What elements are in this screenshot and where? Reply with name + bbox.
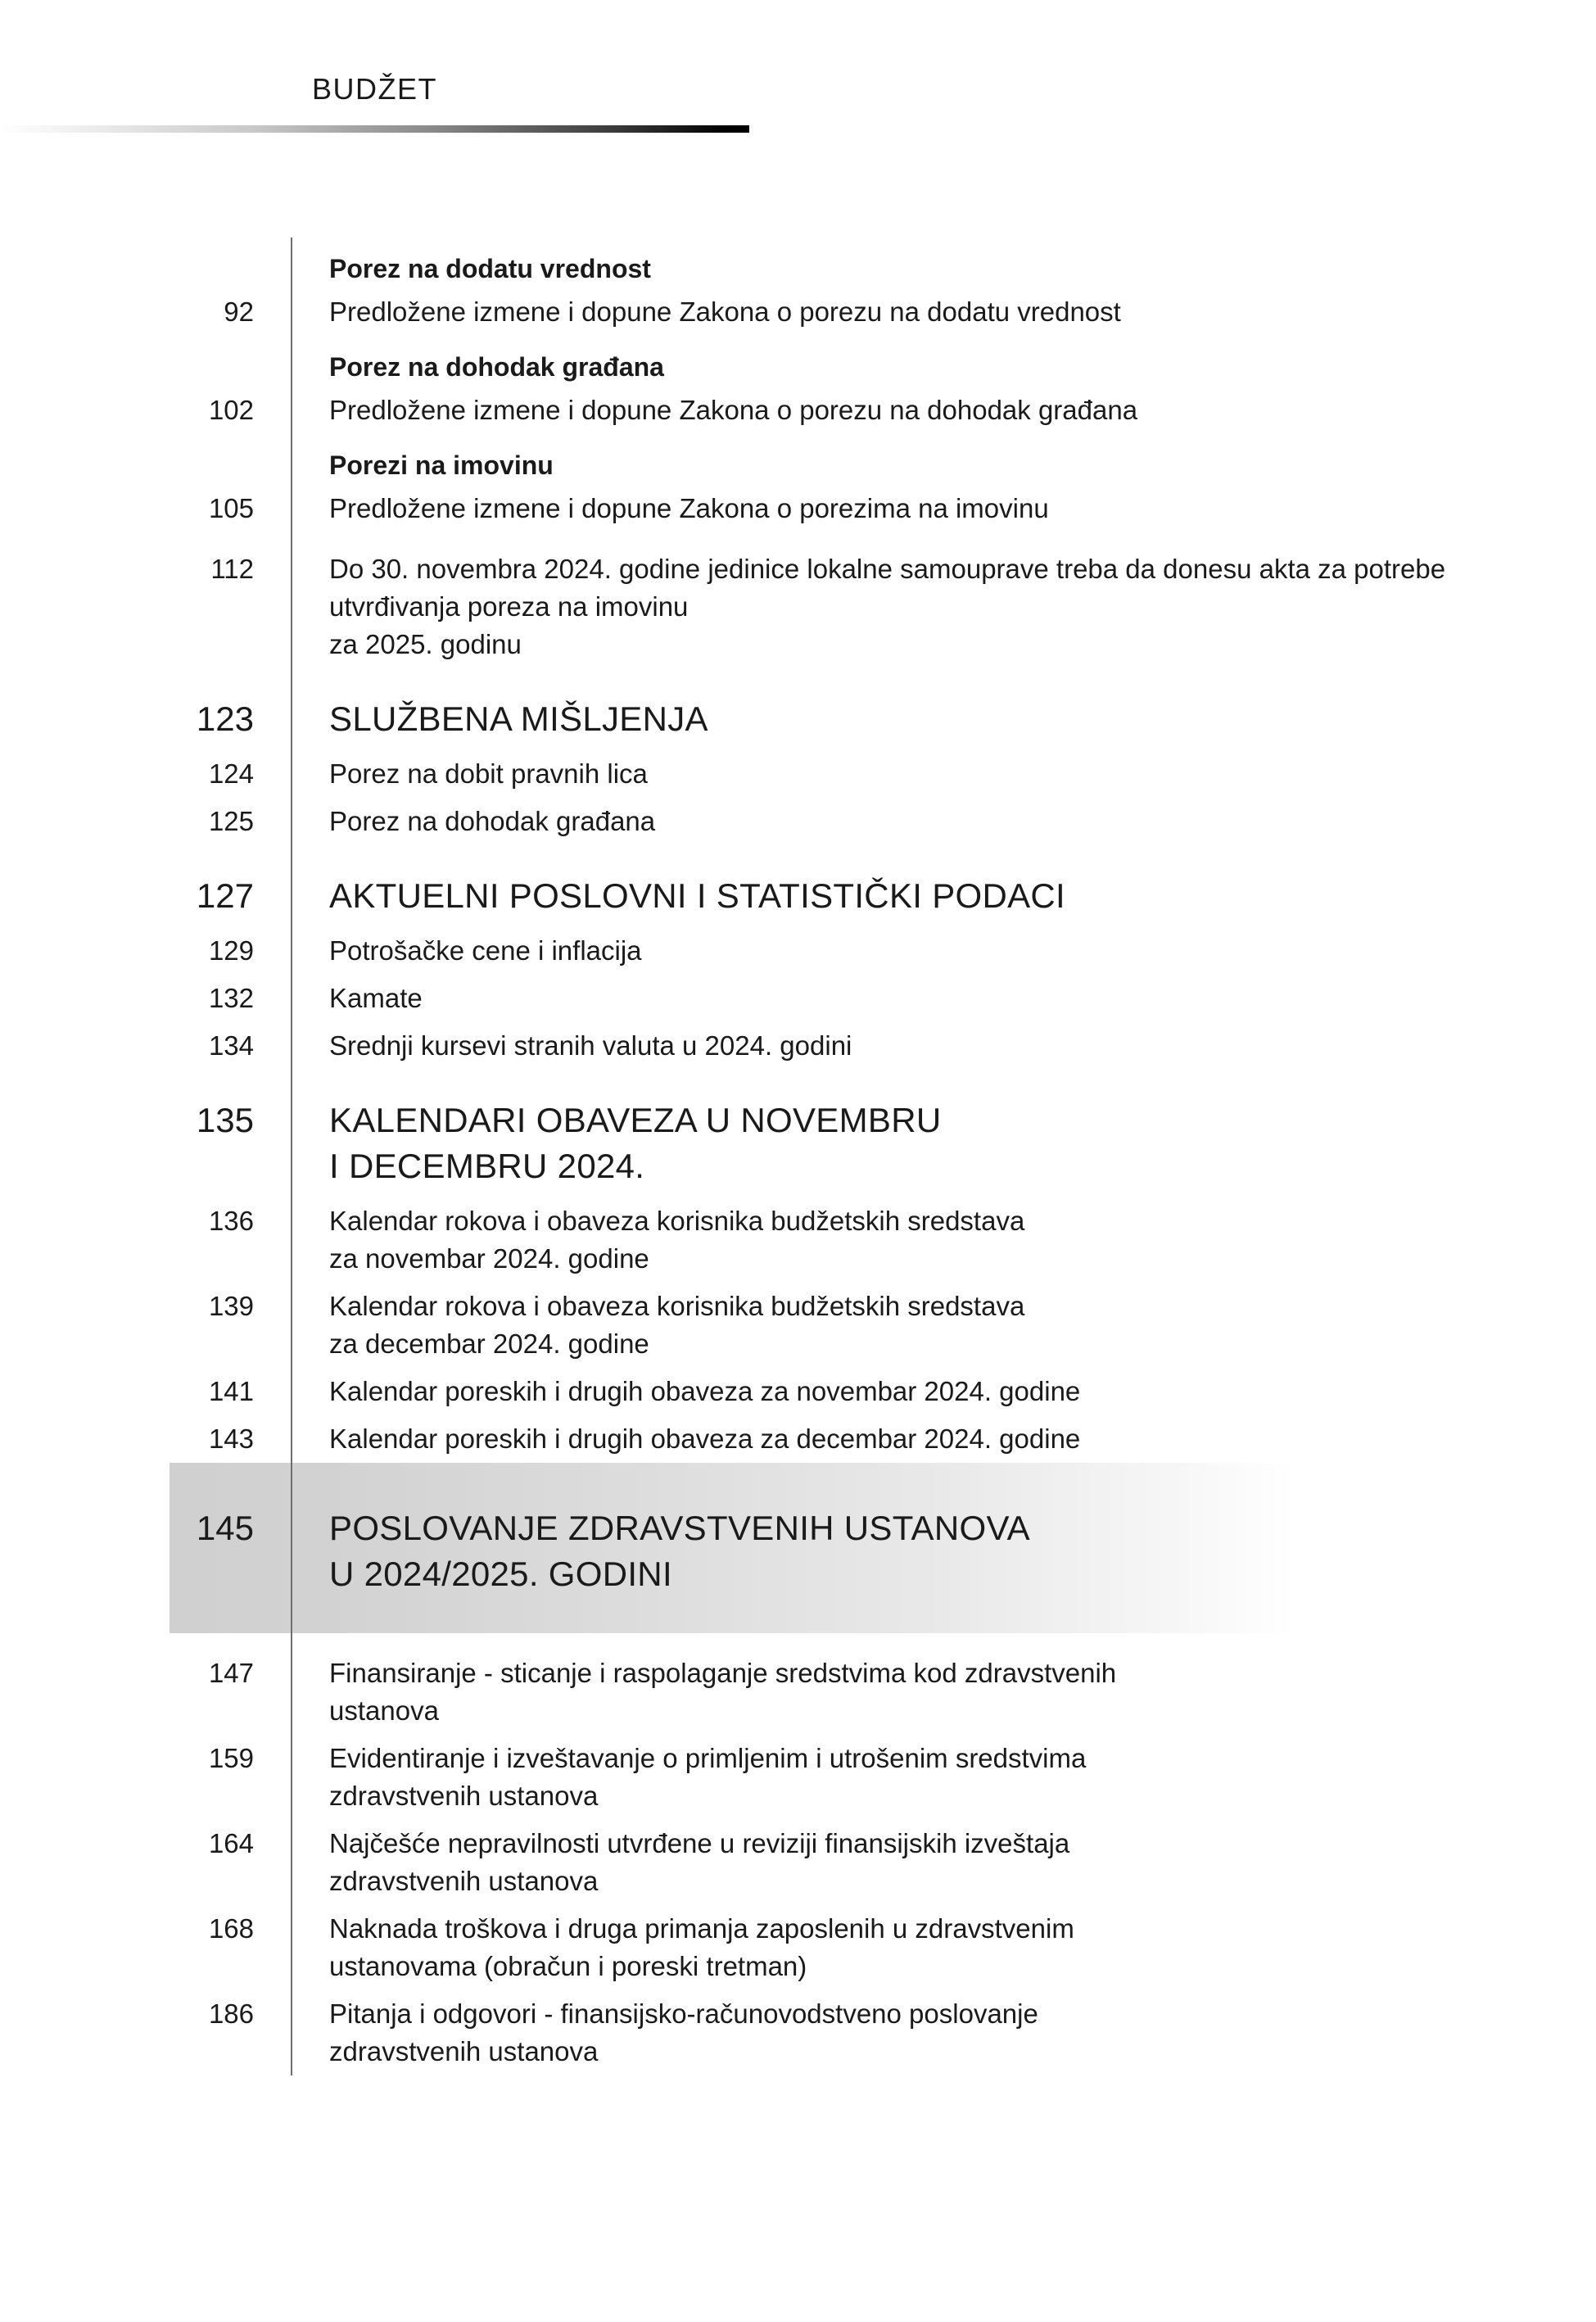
- toc-entry-title: [291, 1995, 1596, 2071]
- toc-entry-title-line1: Najčešće nepravilnosti utvrđene u reviziji finansijskih izveštaja: [329, 1828, 1070, 1858]
- toc-entry-title-line1: Do 30. novembra 2024. godine jedinice lokalne samouprave treba da donesu akta za potrebe utvrđivanja poreza na imovinu: [329, 554, 1446, 622]
- toc-entry-title-line1: Potrošačke cene i inflacija: [329, 935, 642, 966]
- toc-entry-title-line1: KALENDARI OBAVEZA U NOVEMBRU: [329, 1101, 942, 1139]
- toc-entry-title: [291, 1825, 1596, 1900]
- toc-entry-title-line1: Predložene izmene i dopune Zakona o porezu na dodatu vrednost: [329, 296, 1121, 327]
- toc-entry-row[interactable]: [0, 927, 1596, 975]
- toc-entry-title: [291, 1027, 1596, 1065]
- toc-entry-row[interactable]: [0, 798, 1596, 845]
- toc-entry-row[interactable]: [0, 750, 1596, 798]
- toc-entry-title-line1: Evidentiranje i izveštavanje o primljenim i utrošenim sredstvima: [329, 1743, 1087, 1773]
- toc-entry-row[interactable]: [0, 975, 1596, 1022]
- toc-page-number: 164: [208, 1828, 254, 1858]
- toc-entry-row[interactable]: [0, 387, 1596, 434]
- toc-entry-title: [291, 447, 1596, 483]
- toc-page-number: 112: [210, 554, 254, 584]
- toc-entry-title: [291, 293, 1596, 331]
- toc-entry-title: [291, 1098, 1596, 1189]
- toc-page-number: 123: [196, 699, 254, 738]
- toc-entry-row[interactable]: [0, 1990, 1596, 2075]
- toc-page-number: 134: [208, 1030, 254, 1061]
- toc-entry-title: [291, 1420, 1596, 1458]
- toc-entry-title-line1: Srednji kursevi stranih valuta u 2024. godini: [329, 1030, 852, 1061]
- table-of-contents: [0, 238, 1596, 2075]
- toc-entry-title-line1: Porez na dohodak građana: [329, 806, 656, 836]
- toc-section-row[interactable]: [0, 1070, 1596, 1197]
- toc-page-number: 159: [208, 1743, 254, 1773]
- toc-entry-title-line1: Pitanja i odgovori - finansijsko-računovodstveno poslovanje: [329, 1998, 1038, 2029]
- toc-entry-title-line1: SLUŽBENA MIŠLJENJA: [329, 699, 708, 738]
- toc-page-number: 141: [208, 1376, 254, 1406]
- toc-entry-title: [291, 932, 1596, 970]
- toc-entry-title-line2: ustanova: [329, 1695, 439, 1726]
- toc-entry-title: [291, 803, 1596, 840]
- toc-entry-title-line1: Porez na dodatu vrednost: [329, 254, 651, 283]
- toc-entry-title: [291, 1288, 1596, 1363]
- toc-entry-title: [291, 1910, 1596, 1985]
- toc-entry-title-line2: zdravstvenih ustanova: [329, 1781, 599, 1811]
- toc-entry-title-line2: za decembar 2024. godine: [329, 1328, 649, 1359]
- toc-page-number: 136: [208, 1206, 254, 1236]
- toc-page-number: 135: [196, 1101, 254, 1139]
- toc-entry-title: [291, 349, 1596, 385]
- toc-entry-title-line2: zdravstvenih ustanova: [329, 2036, 599, 2066]
- running-header: [0, 72, 749, 106]
- toc-page-number: 186: [208, 1998, 254, 2029]
- toc-entry-title: [291, 696, 1596, 742]
- toc-page-number: 139: [208, 1291, 254, 1321]
- toc-entry-row[interactable]: [0, 1735, 1596, 1820]
- toc-entry-title-line1: Predložene izmene i dopune Zakona o porezima na imovinu: [329, 493, 1049, 523]
- toc-entry-title-line1: POSLOVANJE ZDRAVSTVENIH USTANOVA: [329, 1509, 1030, 1547]
- toc-entry-title: [291, 980, 1596, 1017]
- toc-entry-title-line2: I DECEMBRU 2024.: [329, 1147, 645, 1185]
- toc-page-number: 168: [208, 1913, 254, 1944]
- toc-page-number: 125: [208, 806, 254, 836]
- toc-entry-title: [291, 1505, 1596, 1597]
- toc-entry-title-line1: Kalendar poreskih i drugih obaveza za novembar 2024. godine: [329, 1376, 1081, 1406]
- toc-entry-title: [291, 1654, 1596, 1730]
- toc-entry-row[interactable]: [0, 1368, 1596, 1415]
- toc-entry-title-line1: AKTUELNI POSLOVNI I STATISTIČKI PODACI: [329, 876, 1066, 915]
- toc-entry-title-line2: ustanovama (obračun i poreski tretman): [329, 1951, 807, 1981]
- toc-page-number: 143: [208, 1424, 254, 1454]
- toc-entry-title-line1: Porezi na imovinu: [329, 450, 554, 480]
- toc-section-row[interactable]: [0, 1463, 1596, 1633]
- toc-entry-title-line1: Kamate: [329, 983, 423, 1013]
- toc-subheading-row[interactable]: [0, 238, 1596, 288]
- toc-entry-title: [291, 251, 1596, 287]
- toc-page-number: 124: [208, 758, 254, 789]
- toc-page-number: 147: [208, 1658, 254, 1688]
- toc-entry-title-line1: Finansiranje - sticanje i raspolaganje sredstvima kod zdravstvenih: [329, 1658, 1117, 1688]
- toc-entry-title: [291, 1202, 1596, 1278]
- toc-page-number: 105: [208, 493, 254, 523]
- toc-entry-row[interactable]: [0, 1283, 1596, 1368]
- toc-entry-title-line1: Naknada troškova i druga primanja zaposlenih u zdravstvenim: [329, 1913, 1074, 1944]
- toc-entry-title-line1: Kalendar rokova i obaveza korisnika budžetskih sredstava: [329, 1291, 1025, 1321]
- toc-page-number: 127: [196, 876, 254, 915]
- toc-entry-title: [291, 1740, 1596, 1815]
- header-title: BUDŽET: [312, 72, 437, 106]
- toc-entry-title-line1: Porez na dobit pravnih lica: [329, 758, 648, 789]
- toc-page-number: 92: [224, 296, 254, 327]
- toc-entry-title-line1: Kalendar poreskih i drugih obaveza za decembar 2024. godine: [329, 1424, 1081, 1454]
- toc-entry-row[interactable]: [0, 1905, 1596, 1990]
- toc-subheading-row[interactable]: [0, 434, 1596, 485]
- toc-entry-title-line2: U 2024/2025. GODINI: [329, 1555, 672, 1593]
- toc-page-number: 145: [196, 1509, 254, 1547]
- toc-page-number: 102: [208, 395, 254, 425]
- toc-entry-title: [291, 392, 1596, 429]
- toc-page-number: 132: [208, 983, 254, 1013]
- toc-entry-title: [291, 873, 1596, 919]
- toc-subheading-row[interactable]: [0, 336, 1596, 387]
- toc-entry-title-line1: Porez na dohodak građana: [329, 352, 664, 382]
- toc-section-row[interactable]: [0, 668, 1596, 750]
- toc-entry-row[interactable]: [0, 1415, 1596, 1463]
- toc-entry-row[interactable]: [0, 1820, 1596, 1905]
- toc-entry-row[interactable]: [0, 485, 1596, 532]
- toc-entry-row[interactable]: [0, 1633, 1596, 1735]
- header-gradient-rule: [0, 125, 749, 133]
- toc-entry-title: [291, 550, 1596, 663]
- toc-entry-title-line1: Predložene izmene i dopune Zakona o porezu na dohodak građana: [329, 395, 1138, 425]
- toc-section-row[interactable]: [0, 845, 1596, 927]
- toc-entry-title-line2: za 2025. godinu: [329, 629, 522, 659]
- toc-entry-row[interactable]: [0, 532, 1596, 668]
- toc-entry-title: [291, 1373, 1596, 1410]
- toc-page-number: 129: [208, 935, 254, 966]
- toc-entry-row[interactable]: [0, 1022, 1596, 1070]
- toc-entry-row[interactable]: [0, 1197, 1596, 1283]
- toc-entry-title-line2: zdravstvenih ustanova: [329, 1866, 599, 1896]
- toc-entry-row[interactable]: [0, 288, 1596, 336]
- toc-entry-title: [291, 755, 1596, 793]
- toc-entry-title: [291, 490, 1596, 527]
- toc-entry-title-line2: za novembar 2024. godine: [329, 1243, 649, 1274]
- toc-entry-title-line1: Kalendar rokova i obaveza korisnika budžetskih sredstava: [329, 1206, 1025, 1236]
